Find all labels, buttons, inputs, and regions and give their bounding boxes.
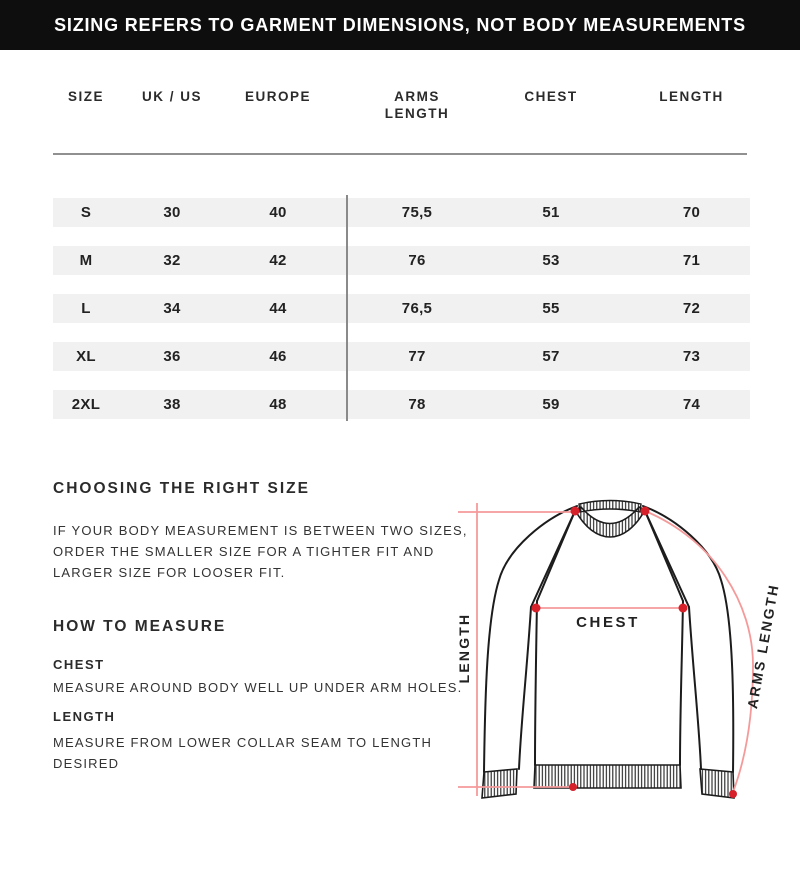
cell: 30: [163, 204, 181, 221]
cell: 76: [408, 252, 426, 269]
table-row-s: [53, 198, 750, 227]
header-cell-uk-us: UK / US: [141, 89, 202, 104]
hem-rib: [534, 765, 681, 788]
cell: S: [80, 204, 92, 221]
cell: 74: [682, 396, 701, 413]
measure-chest-text: MEASURE AROUND BODY WELL UP UNDER ARM HOLES.: [53, 680, 463, 695]
cell: M: [79, 252, 93, 269]
cell: 42: [269, 252, 287, 269]
header-cell-chest: CHEST: [524, 89, 578, 104]
cell: 72: [682, 300, 701, 317]
cell: 36: [163, 348, 181, 365]
cell: 40: [269, 204, 287, 221]
cell: 34: [163, 300, 181, 317]
cell: 73: [682, 348, 701, 365]
cell: 77: [408, 348, 426, 365]
chest-diagram-label: CHEST: [576, 614, 640, 631]
cell: 32: [163, 252, 181, 269]
header-cell-length: LENGTH: [659, 89, 724, 104]
choosing-size-title: CHOOSING THE RIGHT SIZE: [53, 480, 310, 497]
cell: 71: [682, 252, 701, 269]
cell: 46: [269, 348, 287, 365]
table-row-m: [53, 246, 750, 275]
cell: XL: [76, 348, 96, 365]
sizing-disclaimer-banner: [0, 0, 800, 50]
cell: 57: [542, 348, 560, 365]
choosing-size-text: IF YOUR BODY MEASUREMENT IS BETWEEN TWO SIZES, ORDER THE SMALLER SIZE FOR A TIGHTER FIT AND LARGER SIZE FOR LOOSER FIT.: [53, 523, 468, 580]
cell: L: [81, 300, 91, 317]
size-table-header: [53, 88, 750, 122]
header-cell-arms-length: ARMS LENGTH: [384, 89, 450, 121]
sweater-measurement-diagram: [430, 478, 790, 828]
header-cell-size: SIZE: [67, 89, 104, 104]
right-cuff-rib: [700, 769, 734, 798]
measure-length-text: MEASURE FROM LOWER COLLAR SEAM TO LENGTH DESIRED: [53, 735, 433, 771]
measure-chest-label: CHEST: [53, 657, 105, 672]
cell: 44: [269, 300, 287, 317]
cell: 59: [542, 396, 560, 413]
table-vertical-divider: [346, 195, 348, 421]
table-row-2xl: [53, 390, 750, 419]
measure-length-label: LENGTH: [53, 709, 116, 724]
cell: 48: [269, 396, 287, 413]
cell: 75,5: [401, 204, 433, 221]
table-row-l: [53, 294, 750, 323]
cell: 78: [408, 396, 426, 413]
sweater-outline: [484, 506, 733, 772]
arms-length-diagram-label: ARMS LENGTH: [744, 582, 782, 710]
measurement-dots: [532, 507, 738, 799]
table-row-xl: [53, 342, 750, 371]
left-cuff-rib: [482, 769, 517, 798]
cell: 70: [682, 204, 701, 221]
how-to-measure-title: HOW TO MEASURE: [53, 618, 227, 635]
collar-back-rib: [579, 501, 641, 513]
header-cell-europe: EUROPE: [244, 89, 311, 104]
cell: 76,5: [401, 300, 433, 317]
cell: 51: [542, 204, 560, 221]
cell: 38: [163, 396, 181, 413]
cell: 53: [542, 252, 560, 269]
measurement-lines: [458, 503, 753, 796]
length-diagram-label: LENGTH: [456, 612, 472, 684]
banner-text: SIZING REFERS TO GARMENT DIMENSIONS, NOT BODY MEASUREMENTS: [54, 14, 746, 35]
collar-front-rib: [575, 507, 645, 537]
cell: 2XL: [71, 396, 101, 413]
header-underline: [53, 153, 747, 155]
cell: 55: [542, 300, 560, 317]
